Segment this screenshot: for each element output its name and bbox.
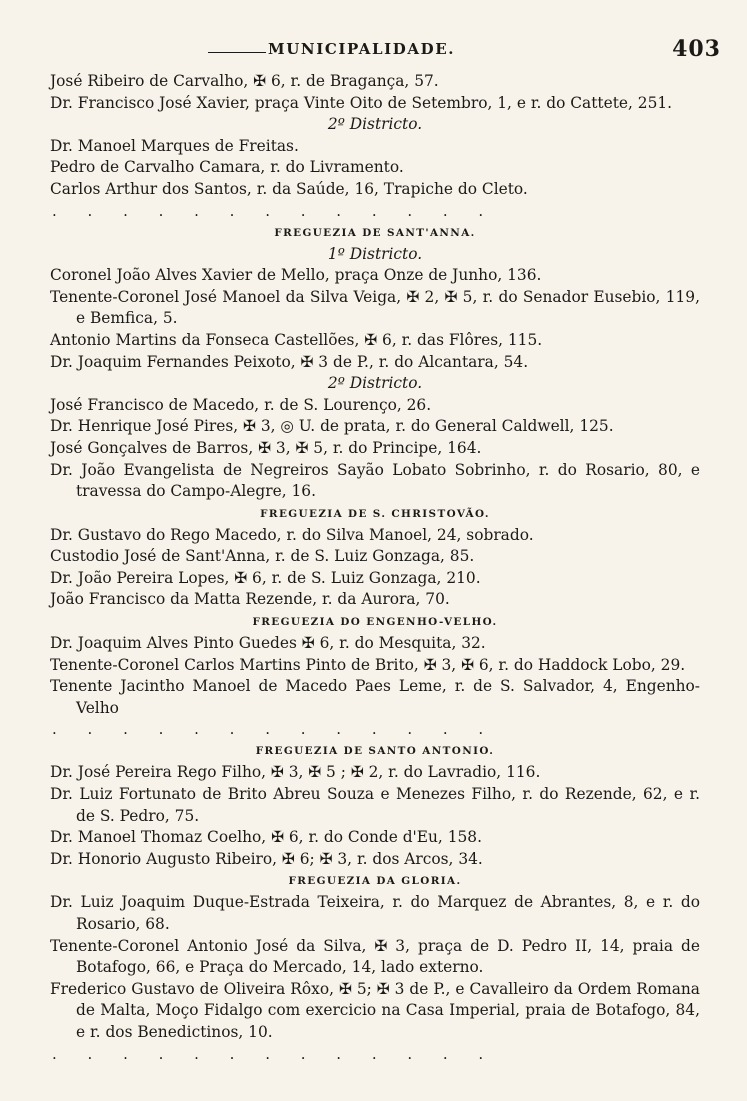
directory-listing xyxy=(50,71,700,1065)
directory-entry: Tenente Jacintho Manoel de Macedo Paes Leme, r. de S. Salvador, 4, Engenho-Velho xyxy=(50,677,700,717)
directory-entry: Dr. João Evangelista de Negreiros Sayão Lobato Sobrinho, r. do Rosario, 80, e travessa do Campo-Alegre, 16. xyxy=(50,460,700,501)
directory-entry: Dr. Joaquim Fernandes Peixoto, ✠ 3 de P., r. do Alcantara, 54. xyxy=(50,352,529,371)
ellipsis-dots: . . . . . . . . . . . . . xyxy=(52,720,497,739)
running-title: MUNICIPALIDADE. xyxy=(268,40,456,58)
directory-entry: Dr. Manoel Marques de Freitas. xyxy=(50,136,299,155)
ellipsis-dots: . . . . . . . . . . . . . xyxy=(52,1044,497,1063)
parish-heading: FREGUEZIA DO ENGENHO-VELHO. xyxy=(252,616,498,629)
directory-entry: Pedro de Carvalho Camara, r. do Livramento. xyxy=(50,158,404,177)
directory-entry: José Ribeiro de Carvalho, ✠ 6, r. de Bragança, 57. xyxy=(50,72,439,90)
parish-heading: FREGUEZIA DA GLORIA. xyxy=(288,875,462,888)
directory-entry: Tenente-Coronel Carlos Martins Pinto de Brito, ✠ 3, ✠ 6, r. do Haddock Lobo, 29. xyxy=(50,655,686,674)
directory-entry: Antonio Martins da Fonseca Castellões, ✠ 6, r. das Flôres, 115. xyxy=(50,330,543,349)
directory-entry: João Francisco da Matta Rezende, r. da Aurora, 70. xyxy=(50,590,450,609)
directory-entry: José Francisco de Macedo, r. de S. Lourenço, 26. xyxy=(50,395,432,414)
directory-entry: Coronel João Alves Xavier de Mello, praça Onze de Junho, 136. xyxy=(50,266,542,285)
header-rule xyxy=(208,52,266,53)
parish-heading: FREGUEZIA DE SANTO ANTONIO. xyxy=(255,745,495,758)
directory-entry: Tenente-Coronel Antonio José da Silva, ✠ 3, praça de D. Pedro II, 14, praia de Botafogo, 66, e Praça do Mercado, 14, lado externo. xyxy=(50,936,700,977)
district-heading: 2º Districto. xyxy=(327,115,423,134)
district-heading: 1º Districto. xyxy=(327,244,423,263)
page-header xyxy=(0,34,747,64)
directory-entry: Dr. Henrique José Pires, ✠ 3, ◎ U. de prata, r. do General Caldwell, 125. xyxy=(50,417,614,436)
directory-entry: Frederico Gustavo de Oliveira Rôxo, ✠ 5; ✠ 3 de P., e Cavalleiro da Ordem Romana de Malta, Moço Fidalgo com exercicio na Casa Imperial, praia de Botafogo, 84, e r. dos Benedictinos, 10. xyxy=(50,979,700,1041)
ellipsis-dots: . . . . . . . . . . . . . xyxy=(52,201,497,220)
directory-entry: Dr. José Pereira Rego Filho, ✠ 3, ✠ 5 ; ✠ 2, r. do Lavradio, 116. xyxy=(50,763,541,782)
directory-entry: Dr. João Pereira Lopes, ✠ 6, r. de S. Luiz Gonzaga, 210. xyxy=(50,568,481,587)
parish-heading: FREGUEZIA DE SANT'ANNA. xyxy=(274,226,476,239)
directory-entry: Tenente-Coronel José Manoel da Silva Veiga, ✠ 2, ✠ 5, r. do Senador Eusebio, 119, e Bemfica, 5. xyxy=(50,287,700,328)
directory-entry: Dr. Gustavo do Rego Macedo, r. do Silva Manoel, 24, sobrado. xyxy=(50,525,534,544)
directory-entry: José Gonçalves de Barros, ✠ 3, ✠ 5, r. do Principe, 164. xyxy=(50,438,482,457)
directory-entry: Dr. Luiz Joaquim Duque-Estrada Teixeira, r. do Marquez de Abrantes, 8, e r. do Rosario, 68. xyxy=(50,893,700,933)
directory-entry: Dr. Joaquim Alves Pinto Guedes ✠ 6, r. do Mesquita, 32. xyxy=(50,634,486,653)
parish-heading: FREGUEZIA DE S. CHRISTOVÃO. xyxy=(260,507,490,520)
directory-entry: Dr. Manoel Thomaz Coelho, ✠ 6, r. do Conde d'Eu, 158. xyxy=(50,828,482,847)
directory-entry: Custodio José de Sant'Anna, r. de S. Luiz Gonzaga, 85. xyxy=(50,547,475,566)
district-heading: 2º Districto. xyxy=(327,374,423,393)
directory-entry: Carlos Arthur dos Santos, r. da Saúde, 16, Trapiche do Cleto. xyxy=(50,179,528,198)
page-number: 403 xyxy=(672,36,721,62)
directory-entry: Dr. Francisco José Xavier, praça Vinte Oito de Setembro, 1, e r. do Cattete, 251. xyxy=(50,93,673,112)
directory-entry: Dr. Luiz Fortunato de Brito Abreu Souza e Menezes Filho, r. do Rezende, 62, e r. de S. Pedro, 75. xyxy=(50,785,700,825)
directory-entry: Dr. Honorio Augusto Ribeiro, ✠ 6; ✠ 3, r. dos Arcos, 34. xyxy=(50,849,483,868)
